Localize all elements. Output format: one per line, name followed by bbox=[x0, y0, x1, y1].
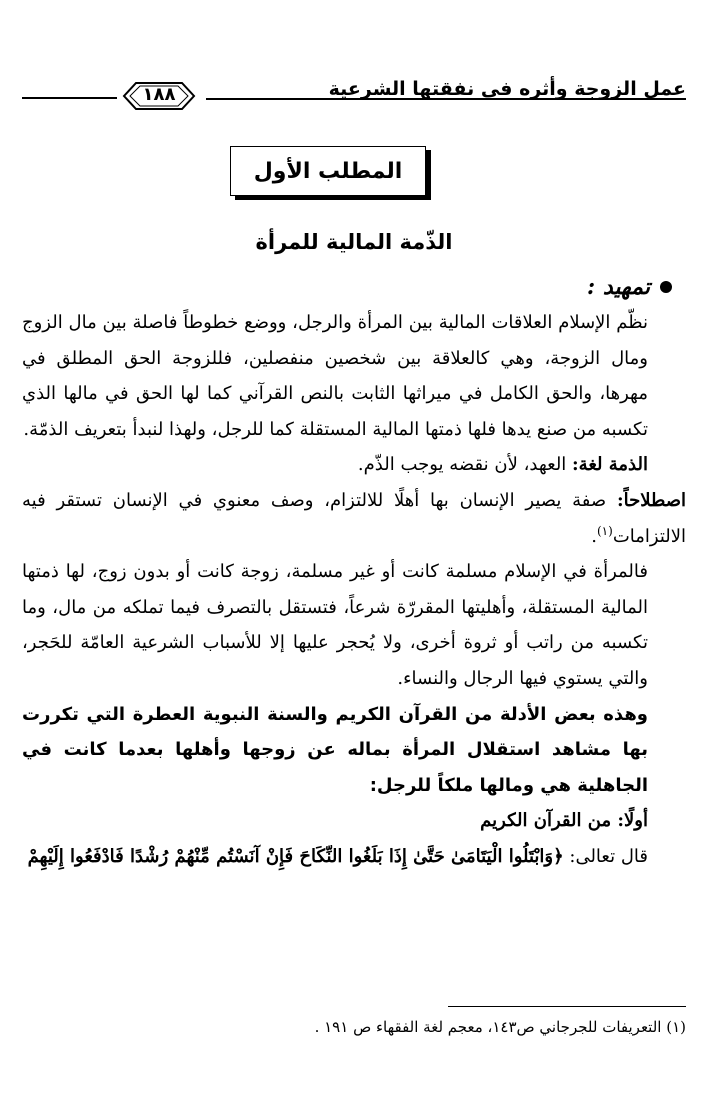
quran-intro: قال تعالى: bbox=[563, 845, 648, 867]
paragraph-1: نظّم الإسلام العلاقات المالية بين المرأة والرجل، ووضع خطوطاً فاصلة بين مال الزوج ومال الزوجة، وهي كالعلاقة بين شخصين منفصلين، فللزوجة الحق المطلق في مهرها، والحق الكامل في ميراثها الثابت بالنص القرآني كما لها الحق في مالها الذي تكسبه من صنع يدها فلها ذمتها المالية المستقلة كما للرجل، ولهذا لنبدأ بتعريف الذمّة. bbox=[22, 312, 648, 440]
header-rule-left bbox=[22, 97, 117, 99]
page-number: ١٨٨ bbox=[142, 84, 176, 105]
definition-language bbox=[22, 447, 686, 483]
footnote-1: (١) التعريفات للجرجاني ص١٤٣، معجم لغة الفقهاء ص ١٩١ . bbox=[314, 1018, 686, 1036]
footnote-ref: (١) bbox=[596, 523, 613, 538]
header-rule-right bbox=[206, 98, 686, 100]
definition-technical: اصطلاحاً: صفة يصير الإنسان بها أهلًا للالتزام، وصف معنوي في الإنسان تستقر فيه الالتزامات$^{(١)}$. bbox=[22, 489, 686, 547]
term-language: الذمة لغة: bbox=[572, 454, 648, 476]
section-subtitle: الذّمة المالية للمرأة bbox=[255, 230, 453, 254]
first-evidence bbox=[22, 803, 686, 839]
intro-label: تمهيد : bbox=[587, 274, 650, 300]
running-header bbox=[22, 76, 686, 116]
body-text bbox=[22, 305, 686, 875]
section-heading: المطلب الأول bbox=[253, 158, 403, 184]
first-text: من القرآن الكريم bbox=[480, 810, 618, 832]
definition-language-text: العهد، لأن نقضه يوجب الذّم. bbox=[357, 454, 573, 476]
definition-technical-text: صفة يصير الإنسان بها أهلًا للالتزام، وصف معنوي في الإنسان تستقر فيه الالتزامات bbox=[22, 489, 686, 547]
page-number-badge bbox=[122, 81, 196, 111]
quran-line bbox=[22, 839, 686, 875]
bullet-icon bbox=[660, 281, 672, 293]
paragraph-3: وهذه بعض الأدلة من القرآن الكريم والسنة النبوية العطرة التي تكررت بها مشاهد استقلال المرأة بماله عن زوجها وأهلها بعدما كانت في الجاهلية هي ومالها ملكاً للرجل: bbox=[22, 703, 648, 796]
intro-row bbox=[587, 274, 672, 300]
first-label: أولًا: bbox=[617, 810, 648, 832]
term-technical: اصطلاحاً: bbox=[616, 489, 686, 511]
quran-verse: ﴿وَابْتَلُوا الْيَتَامَىٰ حَتَّىٰ إِذَا بَلَغُوا النِّكَاحَ فَإِنْ آنَسْتُم مِّنْهُمْ رُشْدًا فَادْفَعُوا إِلَيْهِمْ bbox=[27, 845, 564, 867]
paragraph-2: فالمرأة في الإسلام مسلمة كانت أو غير مسلمة، زوجة كانت أو بدون زوج، لها ذمتها المالية المستقلة، وأهليتها المقررّة شرعاً، فتستقل بالتصرف فيما تملكه من مال، وما تكسبه من راتب أو ثروة أخرى، ولا يُحجر عليها إلا للأسباب الشرعية العامّة للحَجر، والتي يستوي فيها الرجال والنساء. bbox=[22, 561, 648, 689]
running-title: عمل الزوجة وأثره في نفقتها الشرعية bbox=[328, 78, 686, 100]
section-heading-box bbox=[230, 146, 426, 196]
footnote-rule bbox=[448, 1006, 686, 1007]
